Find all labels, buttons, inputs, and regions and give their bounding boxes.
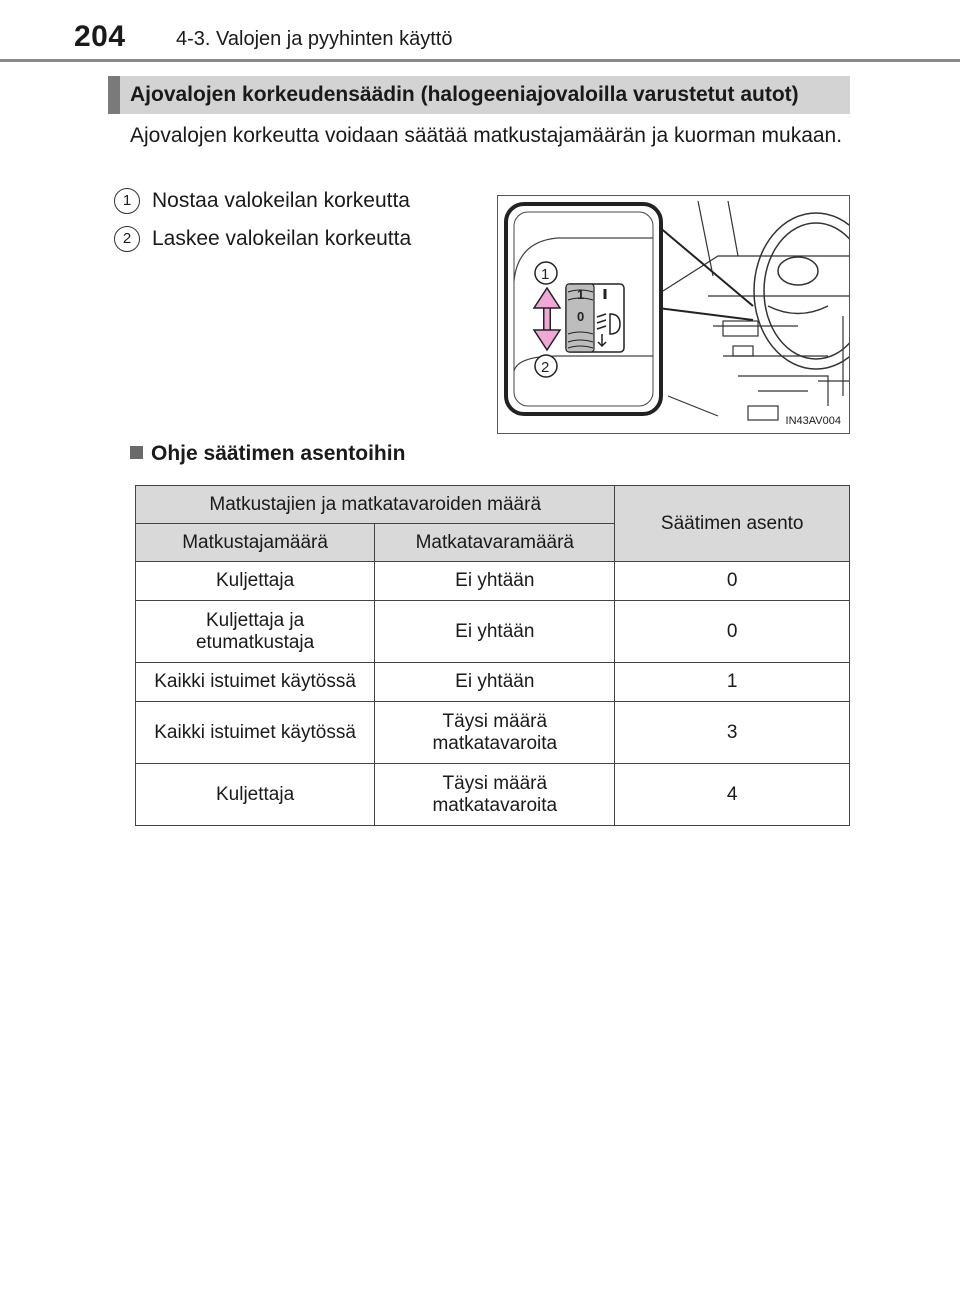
position-cell: 0 (615, 601, 850, 663)
item-text: Laskee valokeilan korkeutta (152, 227, 412, 250)
position-cell: 1 (615, 663, 850, 702)
passengers-cell: Kuljettaja (136, 562, 375, 601)
table-row (136, 601, 850, 663)
leveling-guide-table (135, 485, 850, 826)
header-rule (0, 59, 960, 62)
chapter-title: 4-3. Valojen ja pyyhinten käyttö (176, 28, 453, 50)
luggage-cell: Ei yhtään (375, 562, 615, 601)
passengers-cell: Kuljettaja (136, 764, 375, 826)
position-cell: 0 (615, 562, 850, 601)
section-title: Ajovalojen korkeudensäädin (halogeeniajovaloilla varustetut autot) (130, 83, 799, 106)
item-text: Nostaa valokeilan korkeutta (152, 189, 410, 212)
list-item-lower (114, 226, 411, 252)
passengers-cell: Kaikki istuimet käytössä (136, 663, 375, 702)
square-bullet-icon (130, 446, 143, 459)
position-cell: 4 (615, 764, 850, 826)
passengers-cell: Kaikki istuimet käytössä (136, 702, 375, 764)
item-number: 2 (114, 226, 140, 252)
table-row (136, 663, 850, 702)
callout-lower: 2 (541, 359, 550, 376)
item-number: 1 (114, 188, 140, 214)
table-header-row (136, 486, 850, 524)
position-cell: 3 (615, 702, 850, 764)
passengers-header: Matkustajamäärä (136, 524, 375, 562)
table-row (136, 764, 850, 826)
guide-heading (130, 442, 405, 466)
section-title-accent (108, 76, 120, 114)
position-header: Säätimen asento (615, 486, 850, 562)
list-item-raise (114, 188, 410, 214)
page-number: 204 (74, 20, 126, 53)
dial-mark-0: 0 (577, 309, 585, 324)
section-title-bar (108, 76, 850, 114)
luggage-cell: Ei yhtään (375, 663, 615, 702)
guide-heading-text: Ohje säätimen asentoihin (151, 442, 406, 465)
luggage-header: Matkatavaramäärä (375, 524, 615, 562)
callout-raise: 1 (541, 266, 550, 283)
dial-mark-1: 1 (577, 287, 585, 302)
dashboard-drawing (498, 196, 850, 434)
table-row (136, 702, 850, 764)
luggage-cell: Täysi määrä matkatavaroita (375, 702, 615, 764)
headlight-leveling-dial-illustration (497, 195, 850, 434)
luggage-cell: Ei yhtään (375, 601, 615, 663)
luggage-cell: Täysi määrä matkatavaroita (375, 764, 615, 826)
intro-paragraph: Ajovalojen korkeutta voidaan säätää matkustajamäärän ja kuorman mukaan. (130, 124, 843, 147)
passengers-cell: Kuljettaja ja etumatkustaja (136, 601, 375, 663)
table-row (136, 562, 850, 601)
group-header: Matkustajien ja matkatavaroiden määrä (136, 486, 615, 524)
figure-code: IN43AV004 (785, 415, 841, 427)
